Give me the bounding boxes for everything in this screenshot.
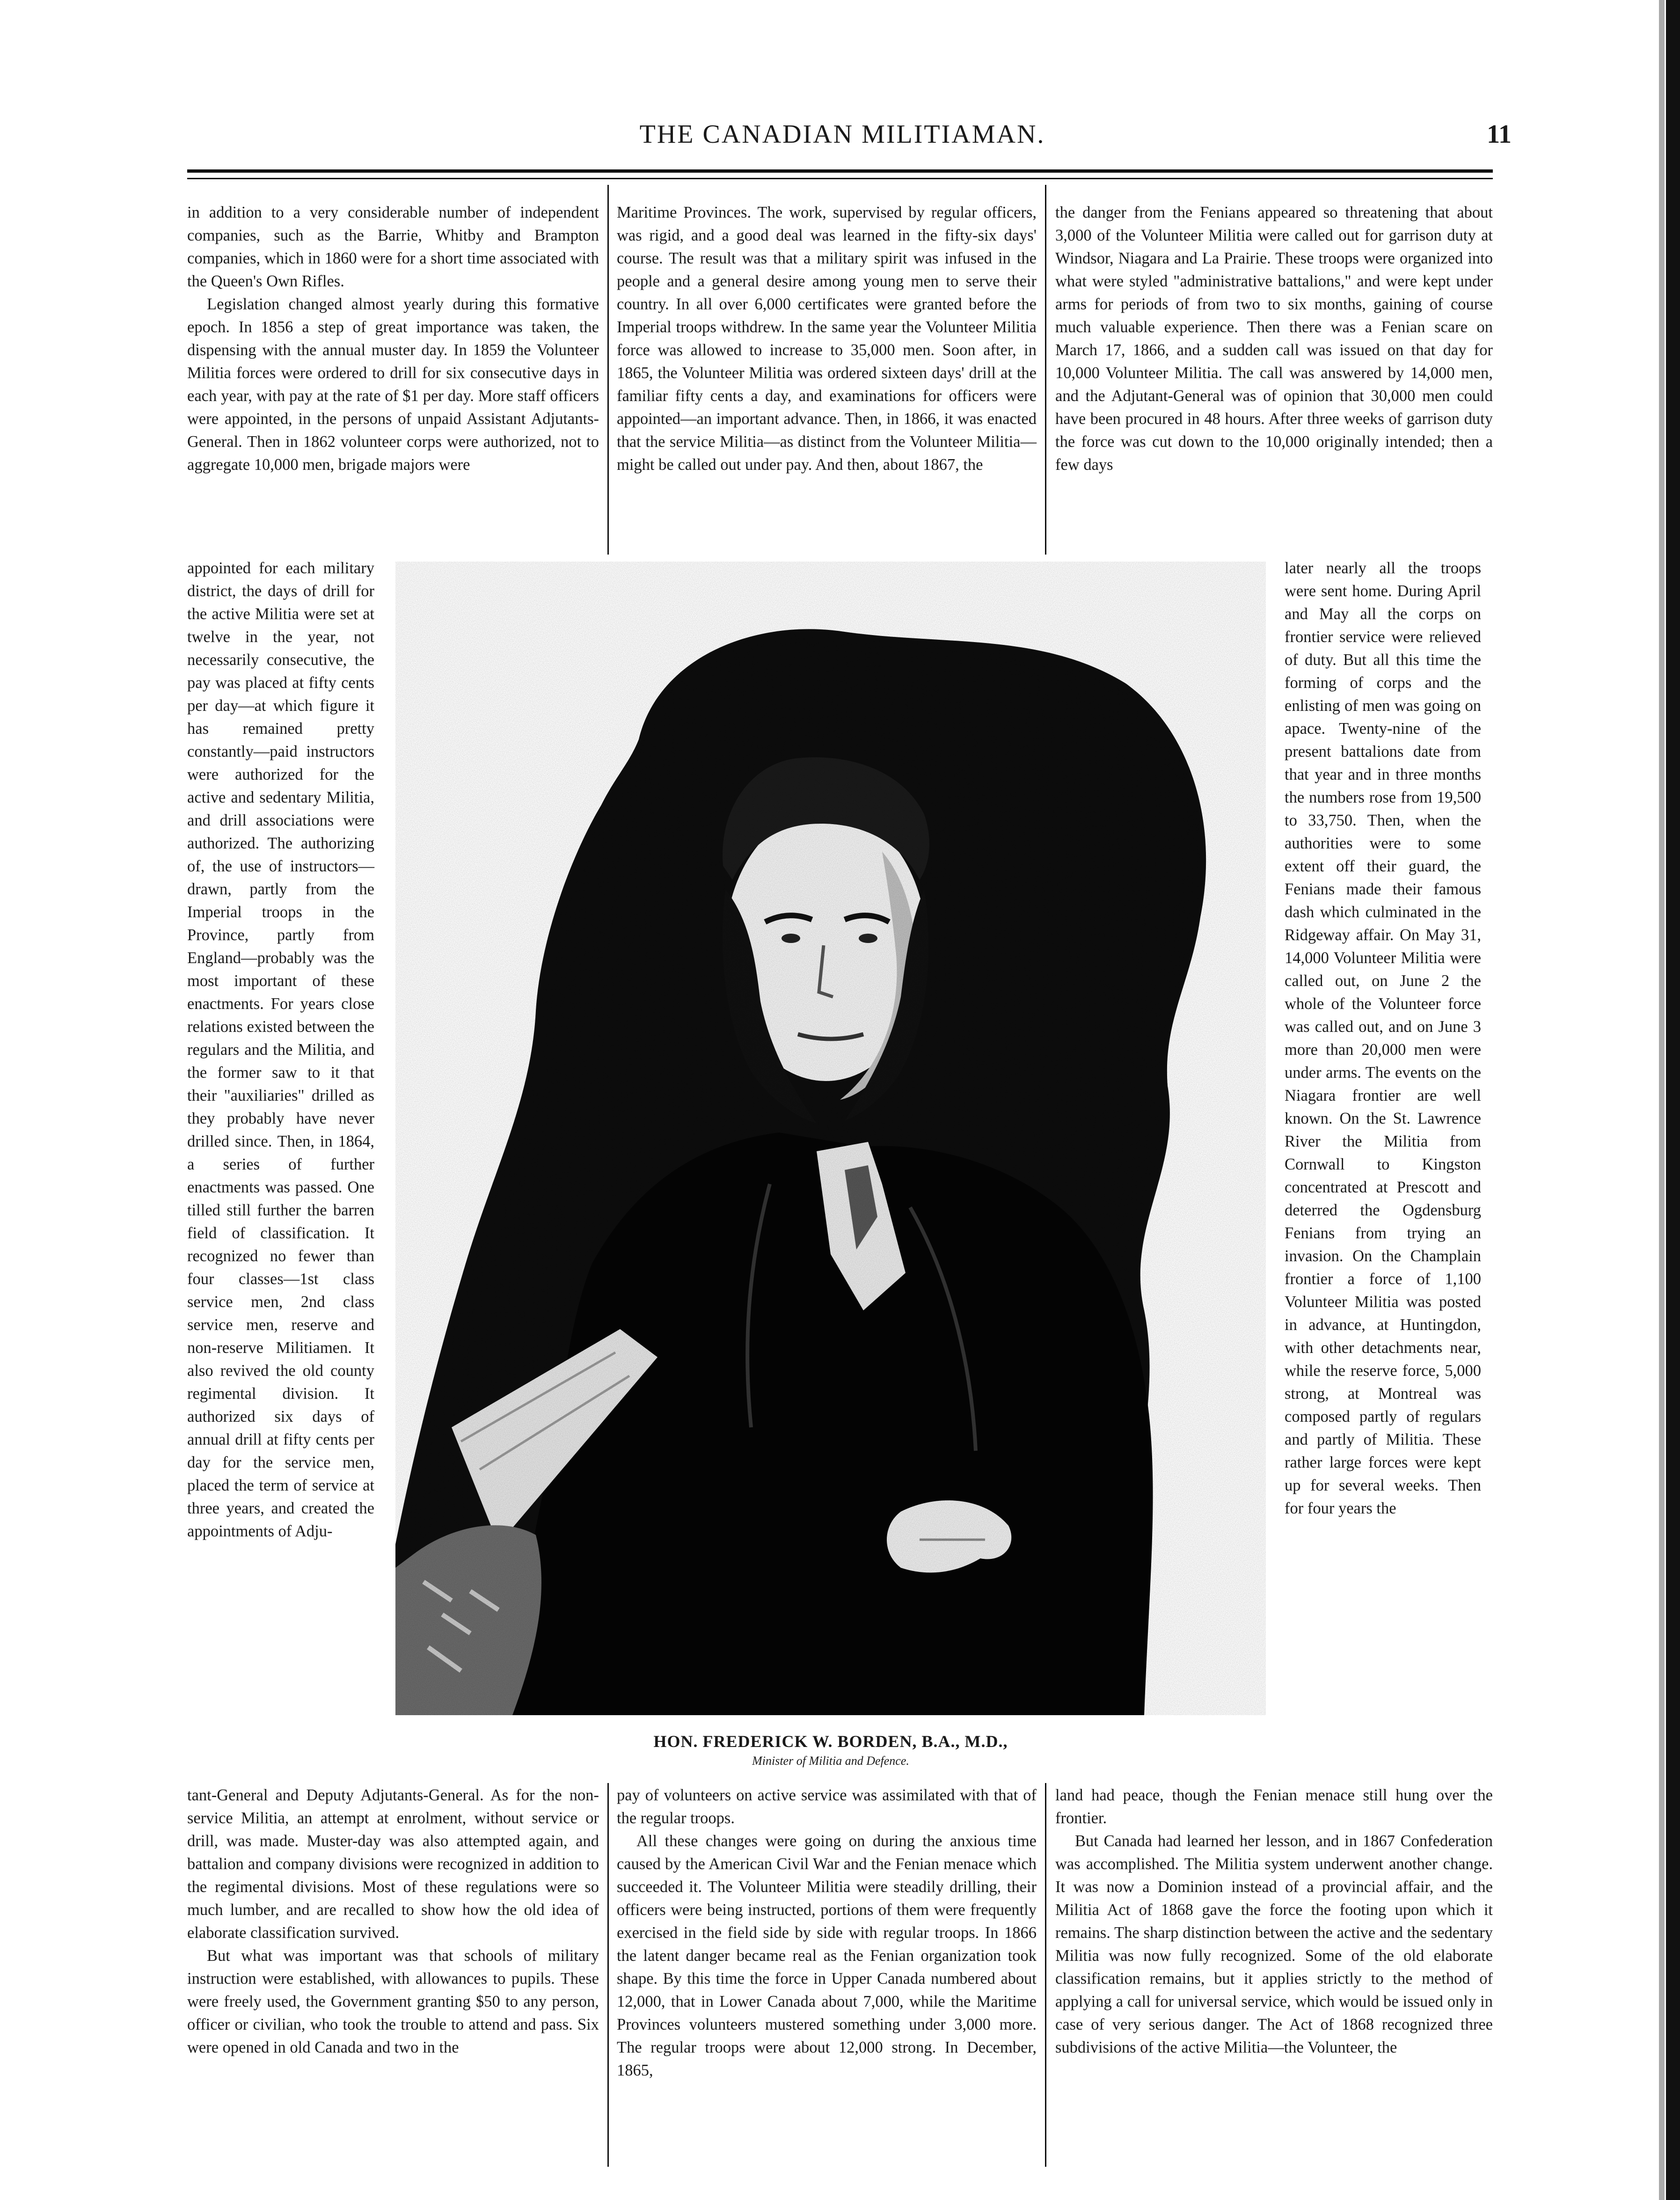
paragraph: Maritime Provinces. The work, supervised by regular officers, was rigid, and a good deal was learned in the fifty-six days' course. The result was that a military spirit was infused in the people and a general desire among young men to serve their country. In all over 6,000 certificates were granted before the Imperial troops withdrew. In the same year the Volunteer Militia force was allowed to increase to 35,000 men. Soon after, in 1865, the Volunteer Militia was ordered sixteen days' drill at the familiar fifty cents a day, and examinations for officers were appointed—an important advance. Then, in 1866, it was enacted that the service Militia—as distinct from the Volunteer Militia—might be called out under pay. And then, about 1867, the (617, 204, 1037, 474)
column-3-narrow (1285, 557, 1481, 1520)
scan-edge-shadow (1652, 0, 1680, 2200)
paragraph: tant-General and Deputy Adjutants-General. As for the non-service Militia, an attempt at enrolment, without service or drill, was made. Muster-day was also attempted again, and battalion and company divisions were recognized in addition to the regimental divisions. Most of these regulations were so much lumber, and are recalled to show how the old idea of elaborate classification survived. (187, 1786, 599, 1942)
page-header (187, 119, 1512, 161)
paragraph: But Canada had learned her lesson, and in 1867 Confederation was accomplished. The Militia system underwent another change. It was now a Dominion instead of a provincial affair, and the Militia Act of 1868 gave the force the footing upon which it remains. The sharp distinction between the active and the sedentary Militia was now fully recognized. Some of the old elaborate classification remains, but it applies strictly to the method of applying a call for universal service, which would be issued only in case of very serious danger. The Act of 1868 recognized three subdivisions of the active Militia—the Volunteer, the (1055, 1832, 1493, 2056)
column-3-top (1055, 201, 1493, 476)
paragraph: later nearly all the troops were sent home. During April and May all the corps on frontier service were relieved of duty. But all this time the forming of corps and the enlisting of men was going on apace. Twenty-nine of the present battalions date from that year and in three months the numbers rose from 19,500 to 33,750. Then, when the authorities were to some extent off their guard, the Fenians made their famous dash which culminated in the Ridgeway affair. On May 31, 14,000 Volunteer Militia were called out, on June 2 the whole of the Volunteer force was called out, and on June 3 more than 20,000 men were under arms. The events on the Niagara frontier are well known. On the St. Lawrence River the Militia from Cornwall to Kingston concentrated at Prescott and deterred the Ogdensburg Fenians from trying an invasion. On the Champlain frontier a force of 1,100 Volunteer Militia was posted in advance, at Huntingdon, with other detachments near, while the reserve force, 5,000 strong, at Montreal was composed partly of regulars and partly of Militia. These rather large forces were kept up for several weeks. Then for four years the (1285, 559, 1481, 1517)
portrait-caption (395, 1732, 1266, 1768)
paragraph: But what was important was that schools of military instruction were established, with allowances to pupils. These were freely used, the Government granting $50 to any person, officer or civilian, who took the trouble to attend and pass. Six were opened in old Canada and two in the (187, 1947, 599, 2056)
caption-title: Minister of Militia and Defence. (752, 1754, 909, 1768)
column-2-bottom (617, 1784, 1037, 2082)
column-2-top (617, 201, 1037, 476)
column-1-bottom (187, 1784, 599, 2059)
column-3-bottom (1055, 1784, 1493, 2059)
page-number: 11 (1487, 120, 1512, 149)
header-rule-thick (187, 169, 1493, 173)
paragraph: in addition to a very considerable number of independent companies, such as the Barrie, Whitby and Brampton companies, which in 1860 were for a short time associated with the Queen's Own Rifles. (187, 204, 599, 290)
paragraph: land had peace, though the Fenian menace still hung over the frontier. (1055, 1786, 1493, 1827)
paragraph: the danger from the Fenians appeared so threatening that about 3,000 of the Volunteer Militia were called out for garrison duty at Windsor, Niagara and La Prairie. These troops were organized into what were styled "administrative battalions," and were kept under arms for periods of from two to six months, gaining of course much valuable experience. Then there was a Fenian scare on March 17, 1866, and a sudden call was issued on that day for 10,000 Volunteer Militia. The call was answered by 14,000 men, and the Adjutant-General was of opinion that 30,000 men could have been procured in 48 hours. After three weeks of garrison duty the force was cut down to the 10,000 originally intended; then a few days (1055, 204, 1493, 474)
column-1-narrow (187, 557, 374, 1543)
paragraph: Legislation changed almost yearly during this formative epoch. In 1856 a step of great importance was taken, the dispensing with the annual muster day. In 1859 the Volunteer Militia forces were ordered to drill for six consecutive days in each year, with pay at the rate of $1 per day. More staff officers were appointed, in the persons of unpaid Assistant Adjutants-General. Then in 1862 volunteer corps were authorized, not to aggregate 10,000 men, brigade majors were (187, 295, 599, 474)
column-divider-3 (607, 1783, 609, 2167)
caption-name: HON. FREDERICK W. BORDEN, B.A., M.D., (653, 1732, 1008, 1751)
portrait-photograph (395, 562, 1266, 1715)
column-divider-4 (1045, 1783, 1046, 2167)
paragraph: All these changes were going on during the anxious time caused by the American Civil War and the Fenian menace which succeeded it. The Volunteer Militia were steadily drilling, their officers were being instructed, portions of them were frequently exercised in the field side by side with regular troops. In 1866 the latent danger became real as the Fenian organization took shape. By this time the force in Upper Canada numbered about 12,000, that in Lower Canada about 7,000, while the Maritime Provinces volunteers mustered something under 3,000 more. The regular troops were about 12,000 strong. In December, 1865, (617, 1832, 1037, 2079)
column-divider-2 (1045, 185, 1046, 555)
column-divider-1 (607, 185, 609, 555)
column-1-top (187, 201, 599, 476)
publication-title: THE CANADIAN MILITIAMAN. (639, 120, 1045, 149)
paragraph: pay of volunteers on active service was assimilated with that of the regular troops. (617, 1786, 1037, 1827)
paragraph: appointed for each military district, the days of drill for the active Militia were set at twelve in the year, not necessarily consecutive, the pay was placed at fifty cents per day—at which figure it has remained pretty constantly—paid instructors were authorized for the active and sedentary Militia, and drill associations were authorized. The authorizing of, the use of instructors—drawn, partly from the Imperial troops in the Province, partly from England—probably was the most important of these enactments. For years close relations existed between the regulars and the Militia, and the former saw to it that their "auxiliaries" drilled as they probably have never drilled since. Then, in 1864, a series of further enactments was passed. One tilled still further the barren field of classification. It recognized no fewer than four classes—1st class service men, 2nd class service men, reserve and non-reserve Militiamen. It also revived the old county regimental division. It authorized six days of annual drill at fifty cents per day for the service men, placed the term of service at three years, and created the appointments of Adju- (187, 559, 374, 1540)
header-rule-thin (187, 178, 1493, 179)
